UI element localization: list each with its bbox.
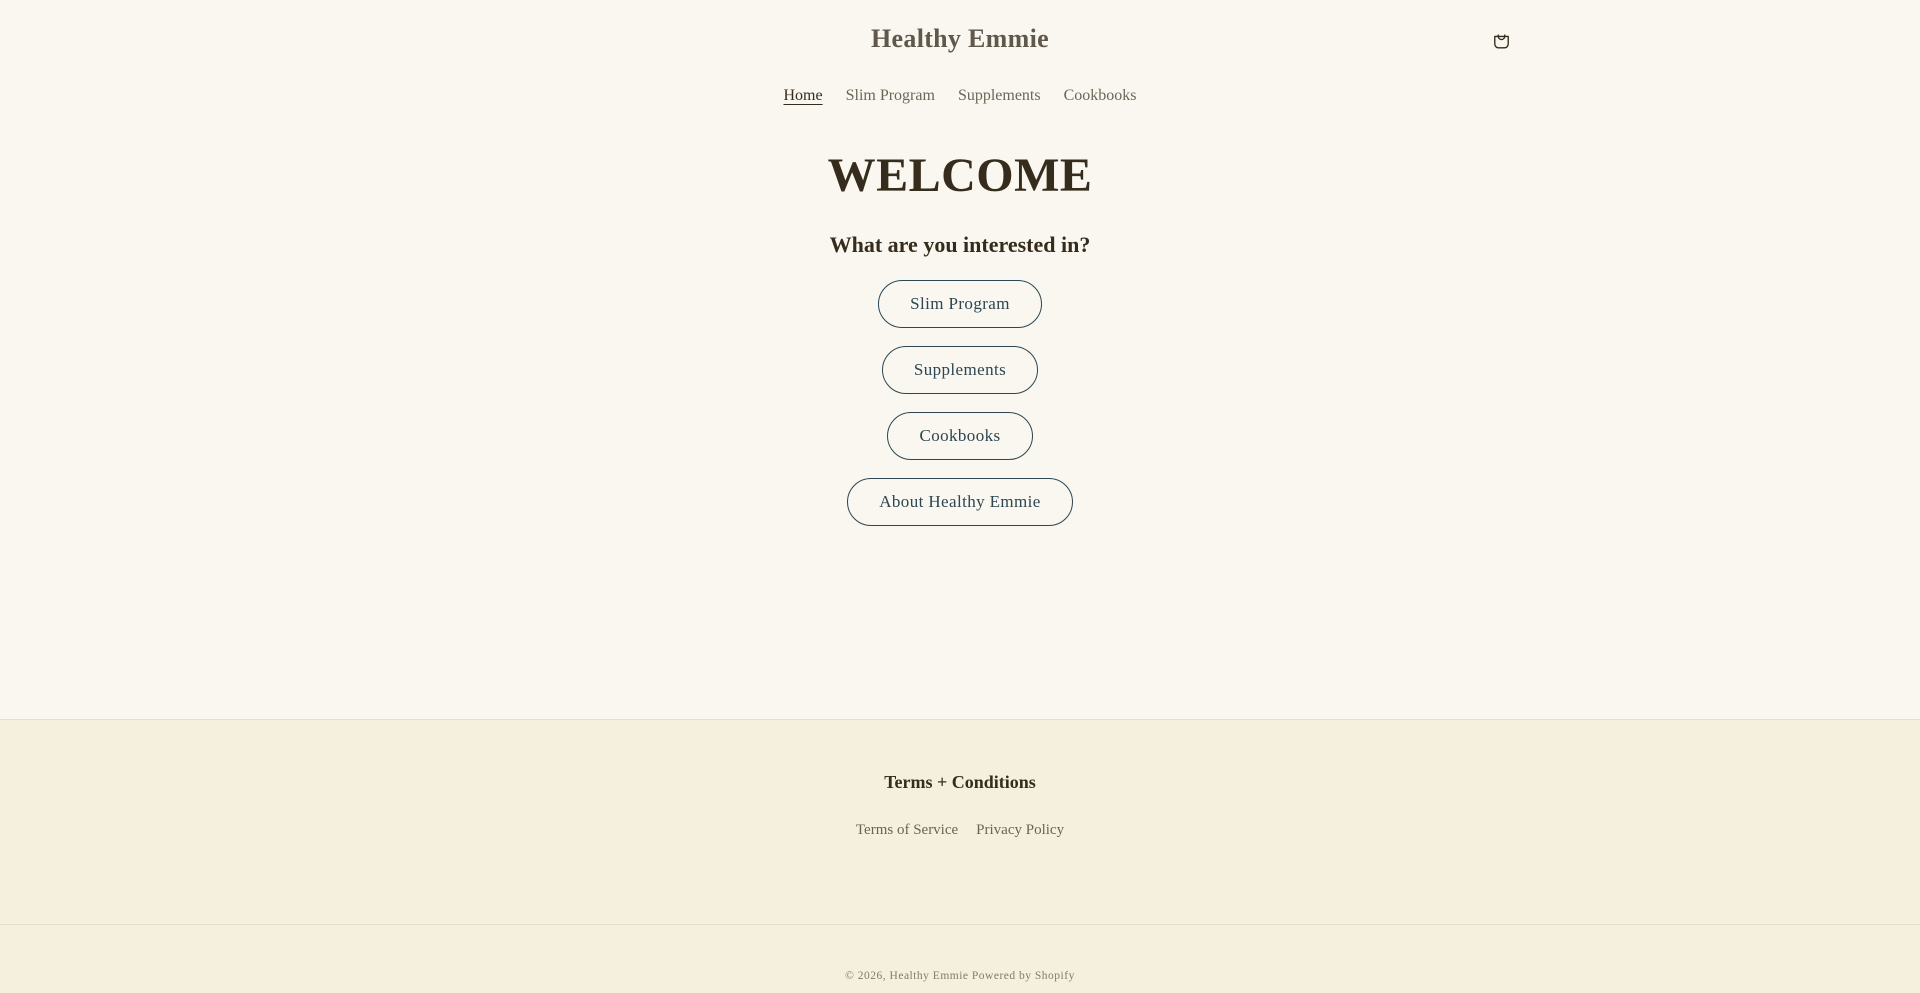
terms-of-service-link[interactable]: Terms of Service [855,822,959,839]
button-stack [0,280,1920,526]
cart-button[interactable] [1486,26,1516,56]
welcome-heading: WELCOME [827,148,1093,202]
copyright-year: © 2026, [845,970,887,983]
subtitle: What are you interested in? [829,231,1091,257]
footer-links [0,821,1920,839]
nav-item-supplements[interactable]: Supplements [957,86,1041,104]
main-nav [0,84,1920,108]
powered-by-shopify-link[interactable]: Powered by Shopify [971,970,1075,983]
shopping-bag-icon [1491,30,1512,52]
supplements-button[interactable]: Supplements [882,346,1038,394]
about-healthy-emmie-button[interactable]: About Healthy Emmie [847,478,1073,526]
main-content [0,108,1920,526]
site-header [0,0,1920,108]
footer-heading: Terms + Conditions [884,771,1036,792]
copyright-store-link[interactable]: Healthy Emmie [889,970,969,983]
nav-item-slim-program[interactable]: Slim Program [845,86,935,104]
footer-bottom [0,924,1920,993]
copyright [0,970,1920,984]
store-title[interactable]: Healthy Emmie [871,24,1049,53]
privacy-policy-link[interactable]: Privacy Policy [976,822,1065,839]
cookbooks-button[interactable]: Cookbooks [887,412,1032,460]
site-footer [0,719,1920,993]
footer-block [0,720,1920,925]
slim-program-button[interactable]: Slim Program [878,280,1042,328]
nav-item-home[interactable]: Home [783,86,823,104]
nav-item-cookbooks[interactable]: Cookbooks [1063,86,1137,104]
